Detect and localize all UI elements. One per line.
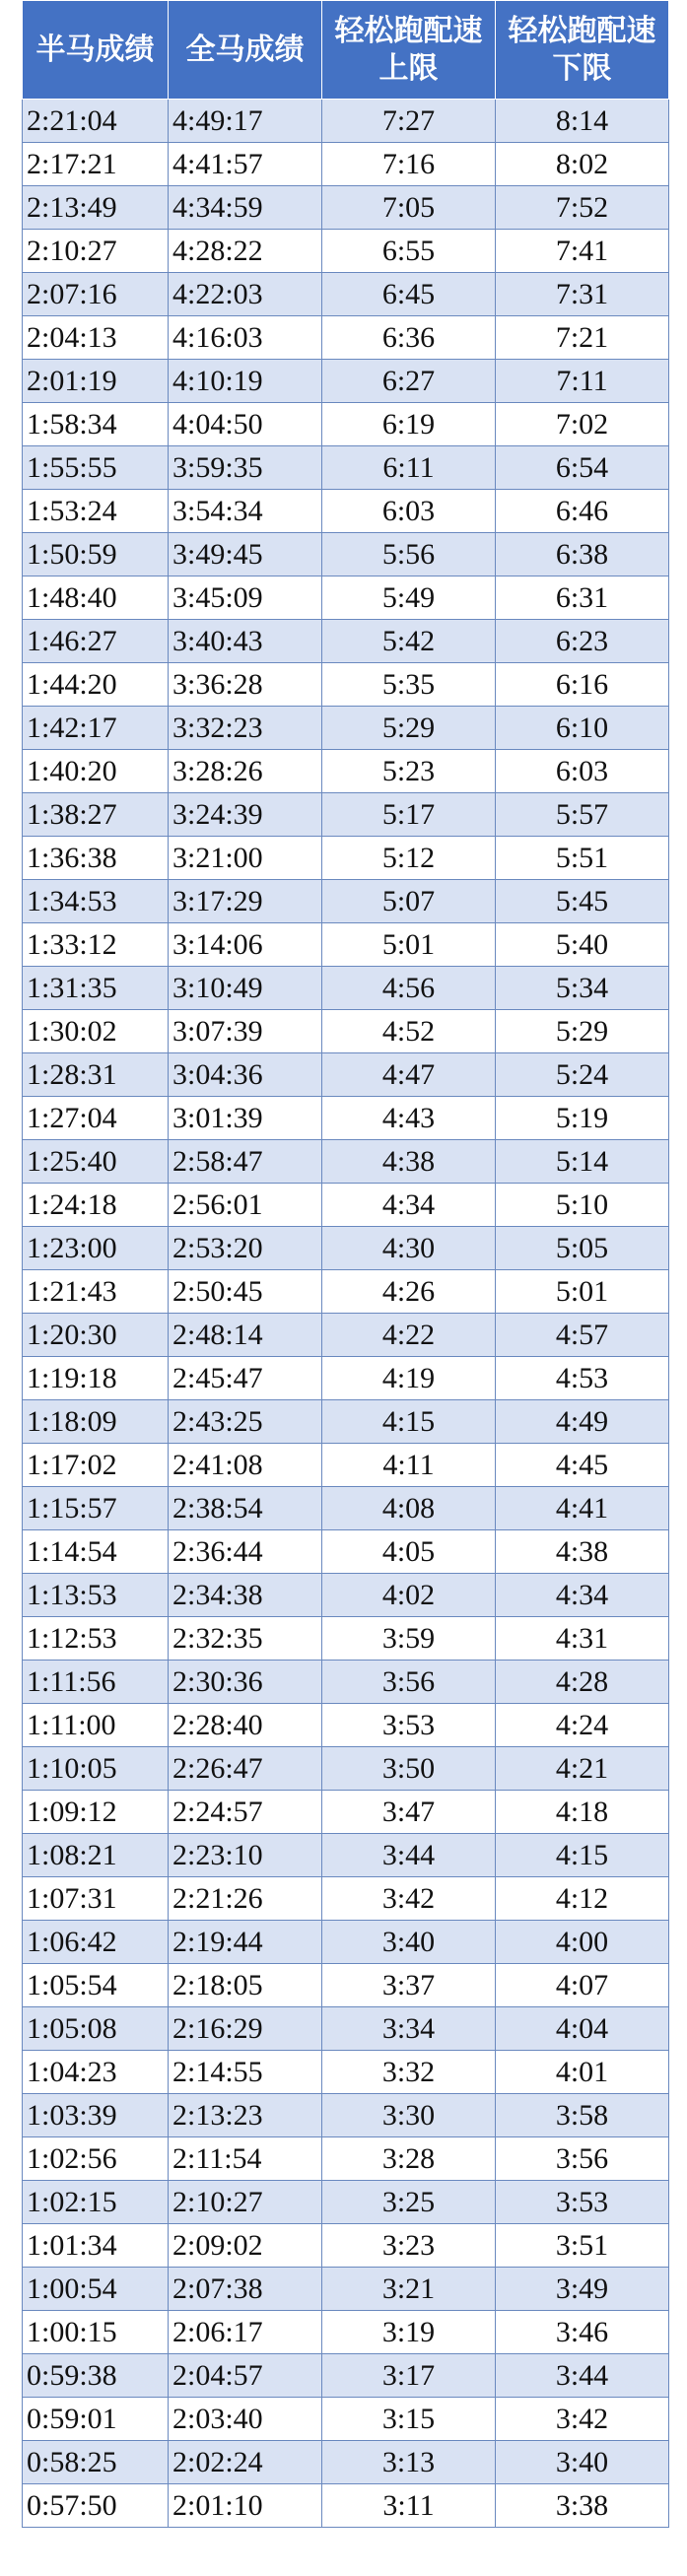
table-row <box>23 2094 669 2137</box>
full-marathon-cell: 4:34:59 <box>169 186 322 230</box>
easy-pace-lower-cell: 3:40 <box>496 2441 669 2484</box>
table-row <box>23 2181 669 2224</box>
table-row <box>23 1140 669 1184</box>
table-row <box>23 316 669 360</box>
table-row <box>23 230 669 273</box>
half-marathon-cell: 1:01:34 <box>23 2224 169 2268</box>
easy-pace-lower-cell: 4:01 <box>496 2051 669 2094</box>
table-row <box>23 1010 669 1053</box>
easy-pace-lower-cell: 3:42 <box>496 2398 669 2441</box>
full-marathon-cell: 2:07:38 <box>169 2268 322 2311</box>
table-row <box>23 2007 669 2051</box>
full-marathon-cell: 4:04:50 <box>169 403 322 446</box>
half-marathon-cell: 2:07:16 <box>23 273 169 316</box>
easy-pace-lower-cell: 4:53 <box>496 1357 669 1400</box>
easy-pace-lower-cell: 4:18 <box>496 1791 669 1834</box>
full-marathon-cell: 2:18:05 <box>169 1964 322 2007</box>
full-marathon-cell: 2:02:24 <box>169 2441 322 2484</box>
half-marathon-cell: 1:05:08 <box>23 2007 169 2051</box>
table-row <box>23 1834 669 1877</box>
easy-pace-lower-cell: 4:21 <box>496 1747 669 1791</box>
table-row <box>23 2137 669 2181</box>
easy-pace-lower-cell: 6:03 <box>496 750 669 793</box>
full-marathon-cell: 2:36:44 <box>169 1530 322 1574</box>
table-row <box>23 707 669 750</box>
half-marathon-cell: 1:58:34 <box>23 403 169 446</box>
table-row <box>23 403 669 446</box>
full-marathon-cell: 2:28:40 <box>169 1704 322 1747</box>
full-marathon-cell: 3:54:34 <box>169 490 322 533</box>
easy-pace-upper-cell: 3:23 <box>322 2224 496 2268</box>
easy-pace-upper-cell: 5:17 <box>322 793 496 837</box>
table-row <box>23 2484 669 2528</box>
easy-pace-lower-cell: 5:51 <box>496 837 669 880</box>
easy-pace-upper-cell: 3:11 <box>322 2484 496 2528</box>
full-marathon-cell: 2:32:35 <box>169 1617 322 1661</box>
half-marathon-cell: 0:57:50 <box>23 2484 169 2528</box>
table-row <box>23 923 669 967</box>
table-row <box>23 837 669 880</box>
easy-pace-upper-cell: 6:11 <box>322 446 496 490</box>
easy-pace-lower-cell: 7:31 <box>496 273 669 316</box>
half-marathon-cell: 1:24:18 <box>23 1184 169 1227</box>
half-marathon-cell: 1:30:02 <box>23 1010 169 1053</box>
table-row <box>23 2354 669 2398</box>
easy-pace-upper-cell: 3:30 <box>322 2094 496 2137</box>
half-marathon-cell: 1:42:17 <box>23 707 169 750</box>
easy-pace-upper-cell: 4:43 <box>322 1097 496 1140</box>
easy-pace-lower-cell: 3:49 <box>496 2268 669 2311</box>
half-marathon-cell: 1:40:20 <box>23 750 169 793</box>
easy-pace-upper-cell: 4:56 <box>322 967 496 1010</box>
full-marathon-cell: 4:28:22 <box>169 230 322 273</box>
half-marathon-cell: 1:03:39 <box>23 2094 169 2137</box>
easy-pace-lower-cell: 5:14 <box>496 1140 669 1184</box>
table-row <box>23 1314 669 1357</box>
table-header <box>23 1 669 100</box>
full-marathon-cell: 2:06:17 <box>169 2311 322 2354</box>
easy-pace-upper-cell: 3:37 <box>322 1964 496 2007</box>
full-marathon-cell: 4:22:03 <box>169 273 322 316</box>
easy-pace-upper-cell: 3:47 <box>322 1791 496 1834</box>
table-row <box>23 1097 669 1140</box>
half-marathon-cell: 1:06:42 <box>23 1921 169 1964</box>
full-marathon-cell: 2:19:44 <box>169 1921 322 1964</box>
easy-pace-lower-cell: 4:57 <box>496 1314 669 1357</box>
half-marathon-cell: 1:12:53 <box>23 1617 169 1661</box>
full-marathon-cell: 2:58:47 <box>169 1140 322 1184</box>
half-marathon-cell: 1:38:27 <box>23 793 169 837</box>
easy-pace-lower-cell: 6:16 <box>496 663 669 707</box>
easy-pace-upper-cell: 5:23 <box>322 750 496 793</box>
easy-pace-upper-cell: 5:12 <box>322 837 496 880</box>
full-marathon-cell: 2:26:47 <box>169 1747 322 1791</box>
half-marathon-cell: 1:19:18 <box>23 1357 169 1400</box>
full-marathon-cell: 2:43:25 <box>169 1400 322 1444</box>
easy-pace-lower-cell: 5:24 <box>496 1053 669 1097</box>
easy-pace-upper-cell: 4:34 <box>322 1184 496 1227</box>
table-row <box>23 1791 669 1834</box>
table-row <box>23 1053 669 1097</box>
table-row <box>23 1184 669 1227</box>
easy-pace-upper-cell: 3:19 <box>322 2311 496 2354</box>
half-marathon-cell: 2:01:19 <box>23 360 169 403</box>
easy-pace-lower-cell: 4:34 <box>496 1574 669 1617</box>
half-marathon-cell: 1:50:59 <box>23 533 169 576</box>
table-row <box>23 1487 669 1530</box>
half-marathon-cell: 1:27:04 <box>23 1097 169 1140</box>
full-marathon-cell: 2:24:57 <box>169 1791 322 1834</box>
half-marathon-cell: 1:33:12 <box>23 923 169 967</box>
table-row <box>23 1357 669 1400</box>
full-marathon-cell: 2:09:02 <box>169 2224 322 2268</box>
full-marathon-cell: 4:49:17 <box>169 100 322 143</box>
easy-pace-lower-cell: 4:12 <box>496 1877 669 1921</box>
easy-pace-upper-cell: 3:44 <box>322 1834 496 1877</box>
half-marathon-cell: 1:17:02 <box>23 1444 169 1487</box>
half-marathon-cell: 1:11:00 <box>23 1704 169 1747</box>
easy-pace-lower-cell: 6:10 <box>496 707 669 750</box>
easy-pace-upper-cell: 5:56 <box>322 533 496 576</box>
half-marathon-cell: 1:55:55 <box>23 446 169 490</box>
full-marathon-cell: 2:11:54 <box>169 2137 322 2181</box>
easy-pace-lower-cell: 5:29 <box>496 1010 669 1053</box>
half-marathon-cell: 2:17:21 <box>23 143 169 186</box>
easy-pace-lower-cell: 4:28 <box>496 1661 669 1704</box>
easy-pace-lower-cell: 3:51 <box>496 2224 669 2268</box>
full-marathon-cell: 3:07:39 <box>169 1010 322 1053</box>
easy-pace-lower-cell: 8:14 <box>496 100 669 143</box>
easy-pace-lower-cell: 3:38 <box>496 2484 669 2528</box>
full-marathon-cell: 2:01:10 <box>169 2484 322 2528</box>
easy-pace-upper-cell: 4:08 <box>322 1487 496 1530</box>
easy-pace-lower-cell: 6:31 <box>496 576 669 620</box>
easy-pace-upper-cell: 5:35 <box>322 663 496 707</box>
table-row <box>23 576 669 620</box>
full-marathon-cell: 3:28:26 <box>169 750 322 793</box>
half-marathon-cell: 1:18:09 <box>23 1400 169 1444</box>
table-body <box>23 100 669 2528</box>
easy-pace-lower-cell: 4:00 <box>496 1921 669 1964</box>
full-marathon-cell: 2:10:27 <box>169 2181 322 2224</box>
full-marathon-cell: 2:41:08 <box>169 1444 322 1487</box>
full-marathon-cell: 2:23:10 <box>169 1834 322 1877</box>
easy-pace-upper-cell: 3:13 <box>322 2441 496 2484</box>
table-row <box>23 663 669 707</box>
easy-pace-lower-cell: 7:41 <box>496 230 669 273</box>
full-marathon-cell: 2:14:55 <box>169 2051 322 2094</box>
easy-pace-lower-cell: 4:41 <box>496 1487 669 1530</box>
half-marathon-cell: 1:09:12 <box>23 1791 169 1834</box>
table-row <box>23 1747 669 1791</box>
table-row <box>23 750 669 793</box>
full-marathon-cell: 2:04:57 <box>169 2354 322 2398</box>
easy-pace-lower-cell: 4:15 <box>496 1834 669 1877</box>
half-marathon-cell: 2:21:04 <box>23 100 169 143</box>
table-row <box>23 1964 669 2007</box>
easy-pace-upper-cell: 4:02 <box>322 1574 496 1617</box>
table-row <box>23 446 669 490</box>
header-full-marathon-time: 全马成绩 <box>169 1 322 100</box>
easy-pace-lower-cell: 3:46 <box>496 2311 669 2354</box>
easy-pace-upper-cell: 4:30 <box>322 1227 496 1270</box>
half-marathon-cell: 2:04:13 <box>23 316 169 360</box>
half-marathon-cell: 1:25:40 <box>23 1140 169 1184</box>
easy-pace-lower-cell: 6:54 <box>496 446 669 490</box>
easy-pace-upper-cell: 4:38 <box>322 1140 496 1184</box>
full-marathon-cell: 4:16:03 <box>169 316 322 360</box>
half-marathon-cell: 1:36:38 <box>23 837 169 880</box>
half-marathon-cell: 1:05:54 <box>23 1964 169 2007</box>
half-marathon-cell: 1:15:57 <box>23 1487 169 1530</box>
full-marathon-cell: 3:01:39 <box>169 1097 322 1140</box>
half-marathon-cell: 1:10:05 <box>23 1747 169 1791</box>
half-marathon-cell: 1:46:27 <box>23 620 169 663</box>
easy-pace-lower-cell: 5:19 <box>496 1097 669 1140</box>
easy-pace-lower-cell: 4:31 <box>496 1617 669 1661</box>
table-row <box>23 1270 669 1314</box>
easy-pace-upper-cell: 3:21 <box>322 2268 496 2311</box>
full-marathon-cell: 2:50:45 <box>169 1270 322 1314</box>
easy-pace-lower-cell: 5:10 <box>496 1184 669 1227</box>
half-marathon-cell: 1:04:23 <box>23 2051 169 2094</box>
easy-pace-lower-cell: 3:53 <box>496 2181 669 2224</box>
half-marathon-cell: 1:23:00 <box>23 1227 169 1270</box>
full-marathon-cell: 3:49:45 <box>169 533 322 576</box>
easy-pace-upper-cell: 5:29 <box>322 707 496 750</box>
full-marathon-cell: 2:13:23 <box>169 2094 322 2137</box>
easy-pace-upper-cell: 7:05 <box>322 186 496 230</box>
easy-pace-lower-cell: 3:58 <box>496 2094 669 2137</box>
easy-pace-lower-cell: 5:57 <box>496 793 669 837</box>
full-marathon-cell: 3:36:28 <box>169 663 322 707</box>
full-marathon-cell: 4:10:19 <box>169 360 322 403</box>
table-row <box>23 1921 669 1964</box>
table-row <box>23 273 669 316</box>
table-row <box>23 360 669 403</box>
table-row <box>23 1877 669 1921</box>
half-marathon-cell: 1:00:15 <box>23 2311 169 2354</box>
easy-pace-lower-cell: 5:45 <box>496 880 669 923</box>
table-row <box>23 620 669 663</box>
table-row <box>23 533 669 576</box>
easy-pace-upper-cell: 4:11 <box>322 1444 496 1487</box>
table-row <box>23 143 669 186</box>
easy-pace-upper-cell: 3:15 <box>322 2398 496 2441</box>
half-marathon-cell: 1:53:24 <box>23 490 169 533</box>
easy-pace-upper-cell: 4:19 <box>322 1357 496 1400</box>
full-marathon-cell: 3:04:36 <box>169 1053 322 1097</box>
half-marathon-cell: 1:31:35 <box>23 967 169 1010</box>
half-marathon-cell: 0:59:01 <box>23 2398 169 2441</box>
easy-pace-lower-cell: 7:02 <box>496 403 669 446</box>
easy-pace-upper-cell: 4:22 <box>322 1314 496 1357</box>
easy-pace-lower-cell: 3:56 <box>496 2137 669 2181</box>
half-marathon-cell: 1:20:30 <box>23 1314 169 1357</box>
easy-pace-upper-cell: 5:49 <box>322 576 496 620</box>
easy-pace-upper-cell: 3:25 <box>322 2181 496 2224</box>
table-row <box>23 2268 669 2311</box>
header-half-marathon-time: 半马成绩 <box>23 1 169 100</box>
header-row <box>23 1 669 100</box>
easy-pace-upper-cell: 3:56 <box>322 1661 496 1704</box>
easy-pace-upper-cell: 7:16 <box>322 143 496 186</box>
easy-pace-lower-cell: 7:21 <box>496 316 669 360</box>
table-row <box>23 2051 669 2094</box>
easy-pace-upper-cell: 6:27 <box>322 360 496 403</box>
full-marathon-cell: 2:21:26 <box>169 1877 322 1921</box>
easy-pace-upper-cell: 3:34 <box>322 2007 496 2051</box>
table-row <box>23 793 669 837</box>
easy-pace-lower-cell: 4:07 <box>496 1964 669 2007</box>
header-easy-pace-lower: 轻松跑配速下限 <box>496 1 669 100</box>
half-marathon-cell: 1:07:31 <box>23 1877 169 1921</box>
easy-pace-lower-cell: 7:11 <box>496 360 669 403</box>
easy-pace-upper-cell: 4:47 <box>322 1053 496 1097</box>
table-row <box>23 2224 669 2268</box>
easy-pace-lower-cell: 4:04 <box>496 2007 669 2051</box>
easy-pace-upper-cell: 5:07 <box>322 880 496 923</box>
full-marathon-cell: 3:14:06 <box>169 923 322 967</box>
half-marathon-cell: 1:13:53 <box>23 1574 169 1617</box>
easy-pace-lower-cell: 4:38 <box>496 1530 669 1574</box>
easy-pace-upper-cell: 3:32 <box>322 2051 496 2094</box>
table-row <box>23 2398 669 2441</box>
table-row <box>23 1661 669 1704</box>
easy-pace-upper-cell: 5:01 <box>322 923 496 967</box>
easy-pace-upper-cell: 4:15 <box>322 1400 496 1444</box>
table-row <box>23 967 669 1010</box>
full-marathon-cell: 2:03:40 <box>169 2398 322 2441</box>
easy-pace-upper-cell: 6:19 <box>322 403 496 446</box>
half-marathon-cell: 0:59:38 <box>23 2354 169 2398</box>
full-marathon-cell: 2:45:47 <box>169 1357 322 1400</box>
easy-pace-upper-cell: 4:05 <box>322 1530 496 1574</box>
half-marathon-cell: 1:14:54 <box>23 1530 169 1574</box>
full-marathon-cell: 2:53:20 <box>169 1227 322 1270</box>
easy-pace-lower-cell: 5:34 <box>496 967 669 1010</box>
easy-pace-upper-cell: 4:26 <box>322 1270 496 1314</box>
table-row <box>23 1530 669 1574</box>
table-row <box>23 1574 669 1617</box>
easy-pace-lower-cell: 5:01 <box>496 1270 669 1314</box>
table-row <box>23 2441 669 2484</box>
table-row <box>23 186 669 230</box>
easy-pace-upper-cell: 3:53 <box>322 1704 496 1747</box>
full-marathon-cell: 3:45:09 <box>169 576 322 620</box>
easy-pace-upper-cell: 3:59 <box>322 1617 496 1661</box>
half-marathon-cell: 1:34:53 <box>23 880 169 923</box>
full-marathon-cell: 4:41:57 <box>169 143 322 186</box>
full-marathon-cell: 3:32:23 <box>169 707 322 750</box>
table-row <box>23 880 669 923</box>
easy-pace-lower-cell: 4:24 <box>496 1704 669 1747</box>
easy-pace-lower-cell: 5:40 <box>496 923 669 967</box>
half-marathon-cell: 1:02:15 <box>23 2181 169 2224</box>
full-marathon-cell: 3:10:49 <box>169 967 322 1010</box>
full-marathon-cell: 2:38:54 <box>169 1487 322 1530</box>
full-marathon-cell: 2:34:38 <box>169 1574 322 1617</box>
half-marathon-cell: 1:00:54 <box>23 2268 169 2311</box>
easy-pace-lower-cell: 4:49 <box>496 1400 669 1444</box>
full-marathon-cell: 2:30:36 <box>169 1661 322 1704</box>
easy-pace-upper-cell: 4:52 <box>322 1010 496 1053</box>
table-row <box>23 1227 669 1270</box>
full-marathon-cell: 3:59:35 <box>169 446 322 490</box>
easy-pace-upper-cell: 3:17 <box>322 2354 496 2398</box>
table-row <box>23 1400 669 1444</box>
pace-table-container <box>22 0 668 2562</box>
half-marathon-cell: 1:11:56 <box>23 1661 169 1704</box>
half-marathon-cell: 1:08:21 <box>23 1834 169 1877</box>
easy-pace-upper-cell: 6:45 <box>322 273 496 316</box>
full-marathon-cell: 3:17:29 <box>169 880 322 923</box>
easy-pace-upper-cell: 6:03 <box>322 490 496 533</box>
easy-pace-upper-cell: 7:27 <box>322 100 496 143</box>
half-marathon-cell: 1:44:20 <box>23 663 169 707</box>
easy-pace-lower-cell: 6:23 <box>496 620 669 663</box>
header-easy-pace-upper: 轻松跑配速上限 <box>322 1 496 100</box>
full-marathon-cell: 3:40:43 <box>169 620 322 663</box>
table-row <box>23 100 669 143</box>
easy-pace-upper-cell: 6:36 <box>322 316 496 360</box>
full-marathon-cell: 2:16:29 <box>169 2007 322 2051</box>
table-row <box>23 1444 669 1487</box>
half-marathon-cell: 1:02:56 <box>23 2137 169 2181</box>
table-row <box>23 1704 669 1747</box>
easy-pace-lower-cell: 5:05 <box>496 1227 669 1270</box>
easy-pace-lower-cell: 7:52 <box>496 186 669 230</box>
half-marathon-cell: 1:28:31 <box>23 1053 169 1097</box>
half-marathon-cell: 0:58:25 <box>23 2441 169 2484</box>
easy-pace-upper-cell: 3:40 <box>322 1921 496 1964</box>
pace-table <box>22 0 669 2528</box>
easy-pace-upper-cell: 3:28 <box>322 2137 496 2181</box>
half-marathon-cell: 1:48:40 <box>23 576 169 620</box>
half-marathon-cell: 2:13:49 <box>23 186 169 230</box>
full-marathon-cell: 2:48:14 <box>169 1314 322 1357</box>
table-row <box>23 2311 669 2354</box>
full-marathon-cell: 3:21:00 <box>169 837 322 880</box>
easy-pace-lower-cell: 8:02 <box>496 143 669 186</box>
full-marathon-cell: 3:24:39 <box>169 793 322 837</box>
half-marathon-cell: 2:10:27 <box>23 230 169 273</box>
easy-pace-upper-cell: 3:42 <box>322 1877 496 1921</box>
easy-pace-lower-cell: 6:38 <box>496 533 669 576</box>
easy-pace-lower-cell: 6:46 <box>496 490 669 533</box>
easy-pace-upper-cell: 6:55 <box>322 230 496 273</box>
easy-pace-lower-cell: 4:45 <box>496 1444 669 1487</box>
table-row <box>23 1617 669 1661</box>
full-marathon-cell: 2:56:01 <box>169 1184 322 1227</box>
easy-pace-lower-cell: 3:44 <box>496 2354 669 2398</box>
half-marathon-cell: 1:21:43 <box>23 1270 169 1314</box>
easy-pace-upper-cell: 3:50 <box>322 1747 496 1791</box>
easy-pace-upper-cell: 5:42 <box>322 620 496 663</box>
table-row <box>23 490 669 533</box>
